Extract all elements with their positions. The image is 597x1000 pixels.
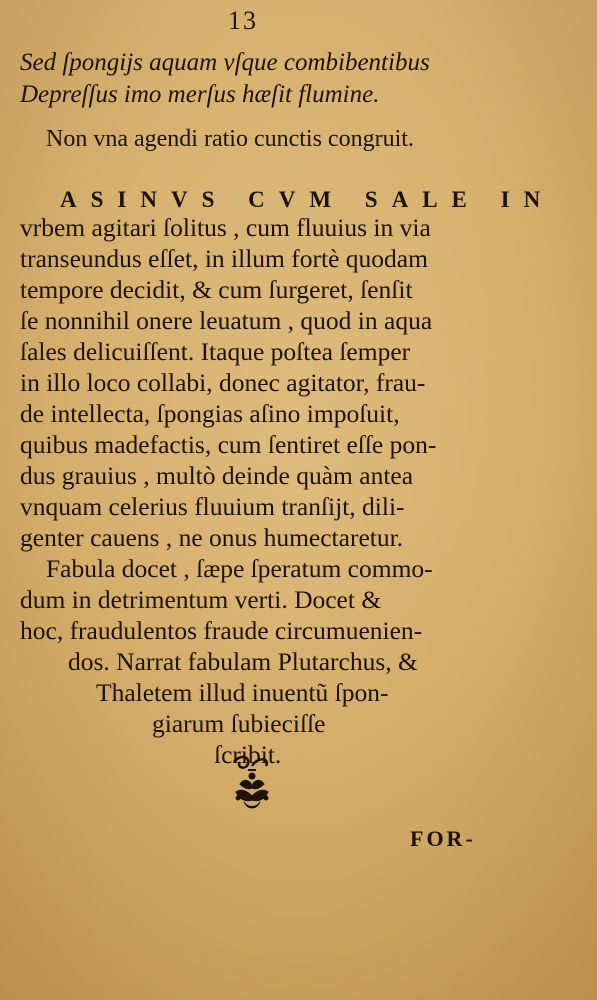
moral-line-4: dos. Narrat fabulam Plutarchus, & — [68, 647, 418, 676]
fable-line-10: vnquam celerius fluuium tranſijt, dili- — [20, 492, 405, 521]
moral-line-3: hoc, fraudulentos fraude circumuenien- — [20, 616, 423, 645]
fable-line-4: ſe nonnihil onere leuatum , quod in aqua — [20, 306, 433, 335]
moral-line-6: giarum ſubieciſſe — [152, 709, 326, 738]
page-number: 13 — [228, 6, 258, 35]
verse-line-1: Sed ſpongijs aquam vſque combibentibus — [20, 49, 430, 76]
fable-heading: ASINVS CVM SALE IN — [60, 187, 555, 212]
fable-line-3: tempore decidit, & cum ſurgeret, ſenſit — [20, 275, 413, 304]
fable-line-8: quibus madefactis, cum ſentiret eſſe pon- — [20, 430, 437, 459]
floral-ornament-icon — [222, 752, 282, 814]
verse-line-2: Depreſſus imo merſus hæſit flumine. — [20, 81, 380, 108]
moral-line-1: Fabula docet , ſæpe ſperatum commo- — [46, 554, 433, 583]
fable-line-11: genter cauens , ne onus humectaretur. — [20, 523, 404, 552]
moral-line-2: dum in detrimentum verti. Docet & — [20, 585, 382, 614]
fable-line-5: ſales delicuiſſent. Itaque poſtea ſemper — [20, 337, 411, 366]
fable-line-7: de intellecta, ſpongias aſino impoſuit, — [20, 399, 400, 428]
fable-line-2: transeundus eſſet, in illum fortè quodam — [20, 244, 428, 273]
moral-line-7: ſcribit. — [214, 740, 282, 769]
catchword: FOR- — [410, 826, 476, 851]
fable-line-1: vrbem agitari ſolitus , cum fluuius in via — [20, 213, 431, 242]
moral-motto: Non vna agendi ratio cunctis congruit. — [46, 126, 414, 152]
fable-line-9: dus grauius , multò deinde quàm antea — [20, 461, 414, 490]
moral-line-5: Thaletem illud inuentũ ſpon- — [96, 678, 389, 707]
fable-line-6: in illo loco collabi, donec agitator, frau- — [20, 368, 426, 397]
